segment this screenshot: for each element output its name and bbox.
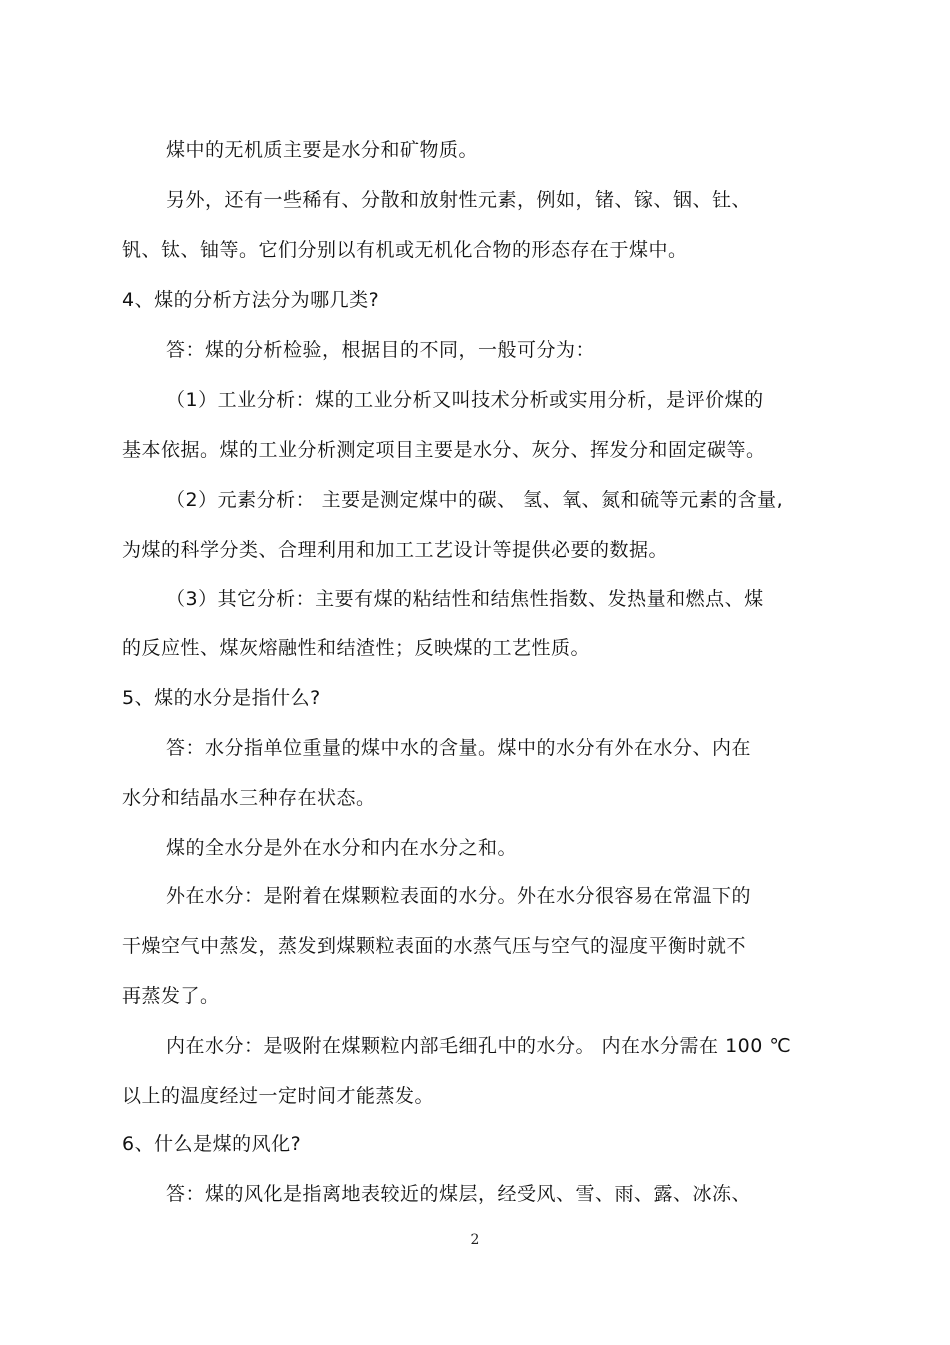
answer-line: 答：煤的风化是指离地表较近的煤层，经受风、雪、雨、露、冰冻、 [166,1183,752,1205]
paragraph-line: 煤的全水分是外在水分和内在水分之和。 [166,837,518,859]
paragraph-line: 外在水分：是附着在煤颗粒表面的水分。外在水分很容易在常温下的 [166,885,752,907]
paragraph-line: 干燥空气中蒸发，蒸发到煤颗粒表面的水蒸气压与空气的湿度平衡时就不 [122,935,747,957]
paragraph-line: 另外，还有一些稀有、分散和放射性元素，例如，锗、镓、铟、钍、 [166,189,752,211]
list-item-line: （2）元素分析： 主要是测定煤中的碳、 氢、氧、氮和硫等元素的含量, [166,489,784,511]
list-item-line: （3）其它分析：主要有煤的粘结性和结焦性指数、发热量和燃点、煤 [166,588,764,610]
paragraph-line: 再蒸发了。 [122,985,220,1007]
paragraph-line: 水分和结晶水三种存在状态。 [122,787,376,809]
question-heading: 4、煤的分析方法分为哪几类? [122,289,380,311]
paragraph-line: 以上的温度经过一定时间才能蒸发。 [122,1085,435,1107]
question-heading: 6、什么是煤的风化? [122,1133,302,1155]
paragraph-line: 煤中的无机质主要是水分和矿物质。 [166,139,479,161]
paragraph-line: 钒、钛、铀等。它们分别以有机或无机化合物的形态存在于煤中。 [122,239,688,261]
answer-line: 答：水分指单位重量的煤中水的含量。煤中的水分有外在水分、内在 [166,737,752,759]
page-number: 2 [470,1232,480,1248]
answer-line: 答：煤的分析检验，根据目的不同，一般可分为： [166,339,596,361]
paragraph-line: 基本依据。煤的工业分析测定项目主要是水分、灰分、挥发分和固定碳等。 [122,439,766,461]
question-heading: 5、煤的水分是指什么? [122,687,321,709]
paragraph-line: 的反应性、煤灰熔融性和结渣性；反映煤的工艺性质。 [122,637,591,659]
paragraph-line: 内在水分：是吸附在煤颗粒内部毛细孔中的水分。 内在水分需在 100 ℃ [166,1035,792,1057]
list-item-line: （1）工业分析：煤的工业分析又叫技术分析或实用分析，是评价煤的 [166,389,764,411]
paragraph-line: 为煤的科学分类、合理利用和加工工艺设计等提供必要的数据。 [122,539,669,561]
